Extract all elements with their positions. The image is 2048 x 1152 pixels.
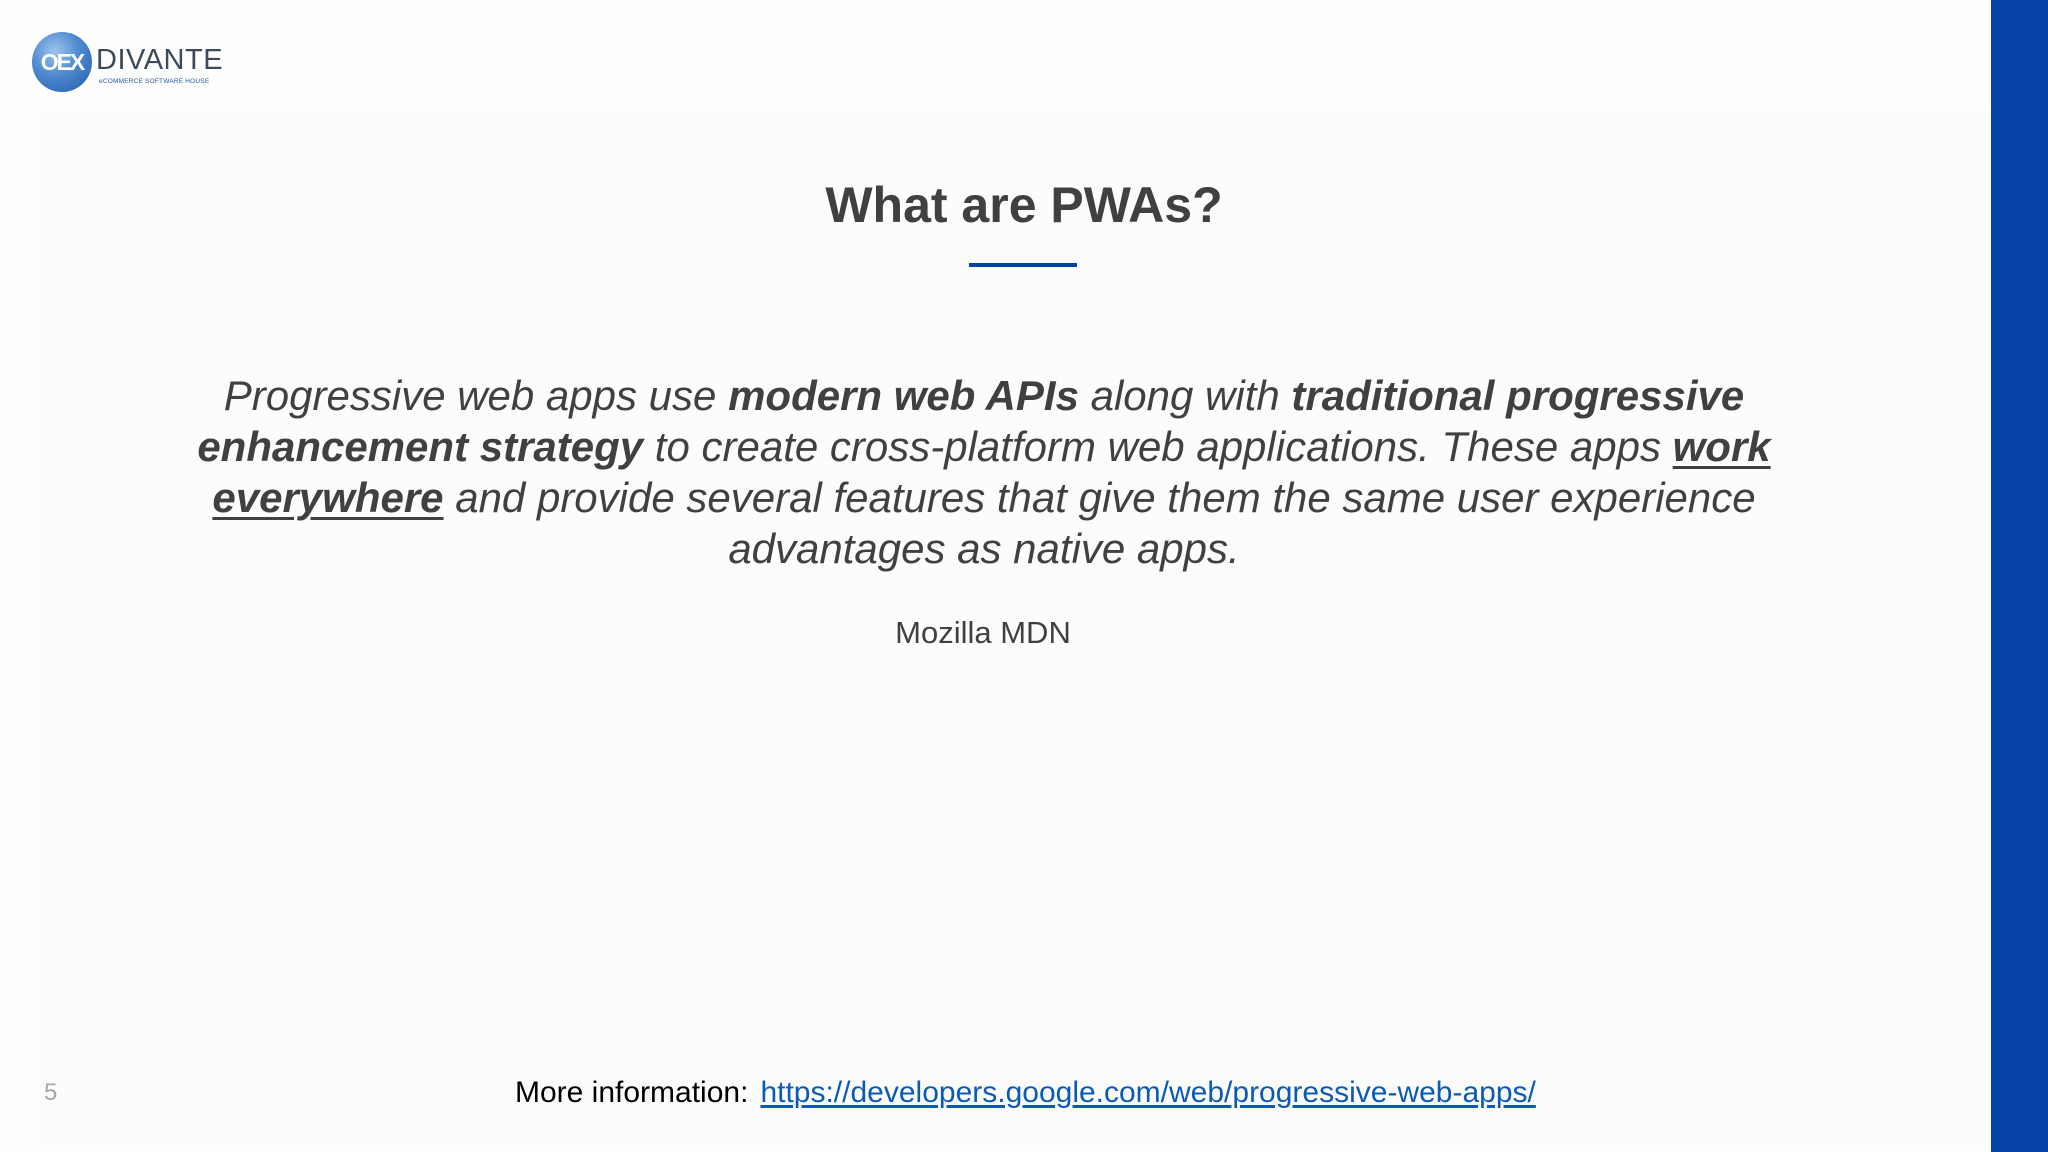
quote-segment: along with <box>1078 372 1292 419</box>
slide-title: What are PWAs? <box>825 177 1223 233</box>
accent-side-bar <box>1991 0 2048 1152</box>
quote-text <box>172 370 1796 574</box>
logo-name: DIVANTE <box>96 44 224 76</box>
more-info-link[interactable]: https://developers.google.com/web/progressive-web-apps/ <box>760 1076 1536 1109</box>
logo-mark: OEX <box>32 32 92 92</box>
quote-source: Mozilla MDN <box>895 615 1071 650</box>
title-underline <box>969 263 1077 267</box>
divante-logo <box>32 32 232 94</box>
quote-segment: Progressive web apps use <box>223 372 729 419</box>
page-number: 5 <box>44 1079 58 1106</box>
more-info-footer <box>515 1076 1536 1110</box>
logo-tagline: eCOMMERCE SOFTWARE HOUSE <box>99 78 210 85</box>
quote-emphasis-underlined: work everywhere <box>212 423 1771 521</box>
quote-segment: to create cross-platform web applications. These apps <box>643 423 1673 470</box>
quote-segment: and provide several features that give them the same user experience advantages as native apps. <box>443 474 1756 572</box>
quote-emphasis: modern web APIs <box>728 372 1079 419</box>
quote-emphasis: traditional progressive enhancement strategy <box>197 372 1745 470</box>
more-info-label: More information: <box>515 1076 749 1109</box>
